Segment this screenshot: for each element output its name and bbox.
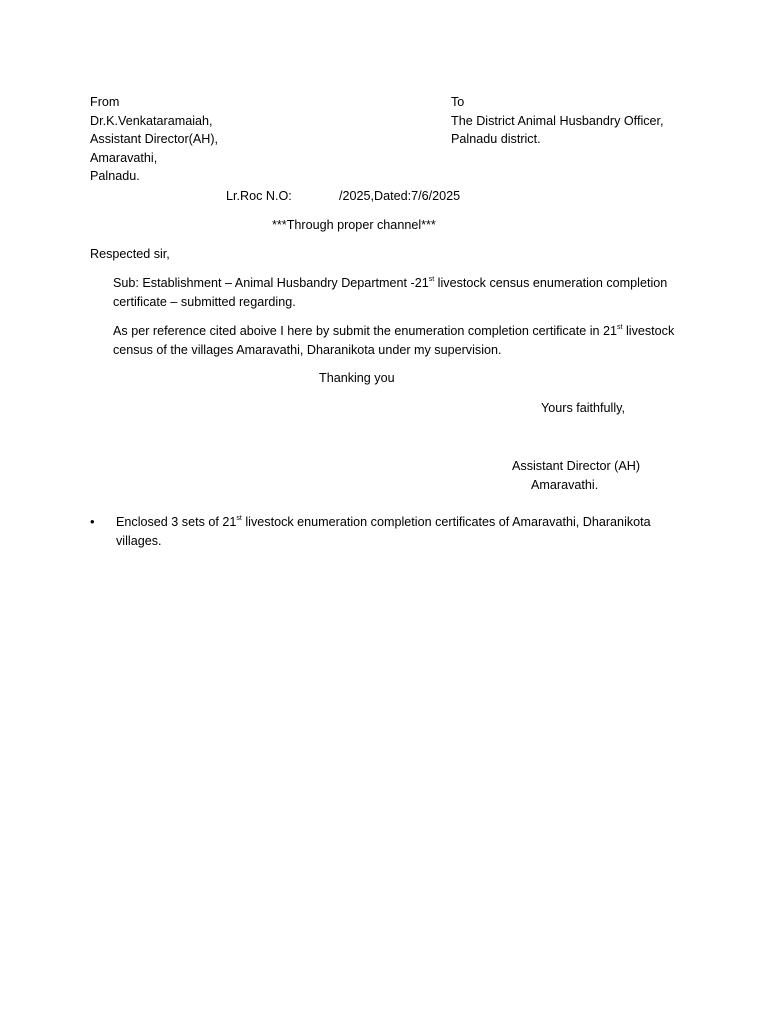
recipient-designation: The District Animal Husbandry Officer, — [451, 113, 664, 128]
body-ordinal-suffix: st — [617, 324, 623, 331]
enclosure-list-item — [90, 513, 680, 550]
subject-ordinal-suffix: st — [428, 276, 435, 283]
enclosure-ordinal-suffix: st — [236, 515, 242, 522]
signatory-designation: Assistant Director (AH) — [512, 459, 641, 473]
sender-address — [90, 93, 218, 186]
enclosure-text-start: Enclosed 3 sets of 21 — [116, 515, 237, 529]
channel-note: ***Through proper channel*** — [272, 218, 436, 232]
subject-text-end: livestock census enumeration completion certificate – submitted regarding. — [113, 276, 668, 309]
from-heading: From — [90, 95, 120, 109]
sender-designation: Assistant Director(AH), — [90, 132, 219, 146]
sender-place: Amaravathi, — [90, 150, 158, 165]
recipient-address — [451, 93, 664, 149]
subject-line — [113, 274, 683, 311]
sender-district: Palnadu. — [90, 169, 140, 183]
subject-text-start: Sub: Establishment – Animal Husbandry Department -21 — [113, 276, 429, 290]
thanking-line: Thanking you — [319, 371, 395, 385]
salutation: Respected sir, — [90, 247, 170, 261]
enclosure-text — [116, 513, 680, 550]
body-text-start: As per reference cited aboive I here by submit the enumeration completion certificate in 21 — [113, 324, 618, 338]
recipient-district: Palnadu district. — [451, 132, 541, 146]
closing-line: Yours faithfully, — [541, 401, 626, 415]
to-heading: To — [451, 95, 465, 109]
reference-number-date: /2025,Dated:7/6/2025 — [339, 189, 461, 203]
bullet-icon: • — [90, 514, 95, 529]
body-paragraph — [113, 322, 683, 359]
sender-name: Dr.K.Venkataramaiah, — [90, 113, 213, 128]
signatory-place: Amaravathi. — [531, 478, 599, 492]
body-text-end: livestock census of the villages Amaravathi, Dharanikota under my supervision. — [113, 324, 675, 357]
reference-label: Lr.Roc N.O: — [226, 189, 292, 203]
enclosure-text-end: livestock enumeration completion certificates of Amaravathi, Dharanikota villages. — [116, 515, 651, 548]
